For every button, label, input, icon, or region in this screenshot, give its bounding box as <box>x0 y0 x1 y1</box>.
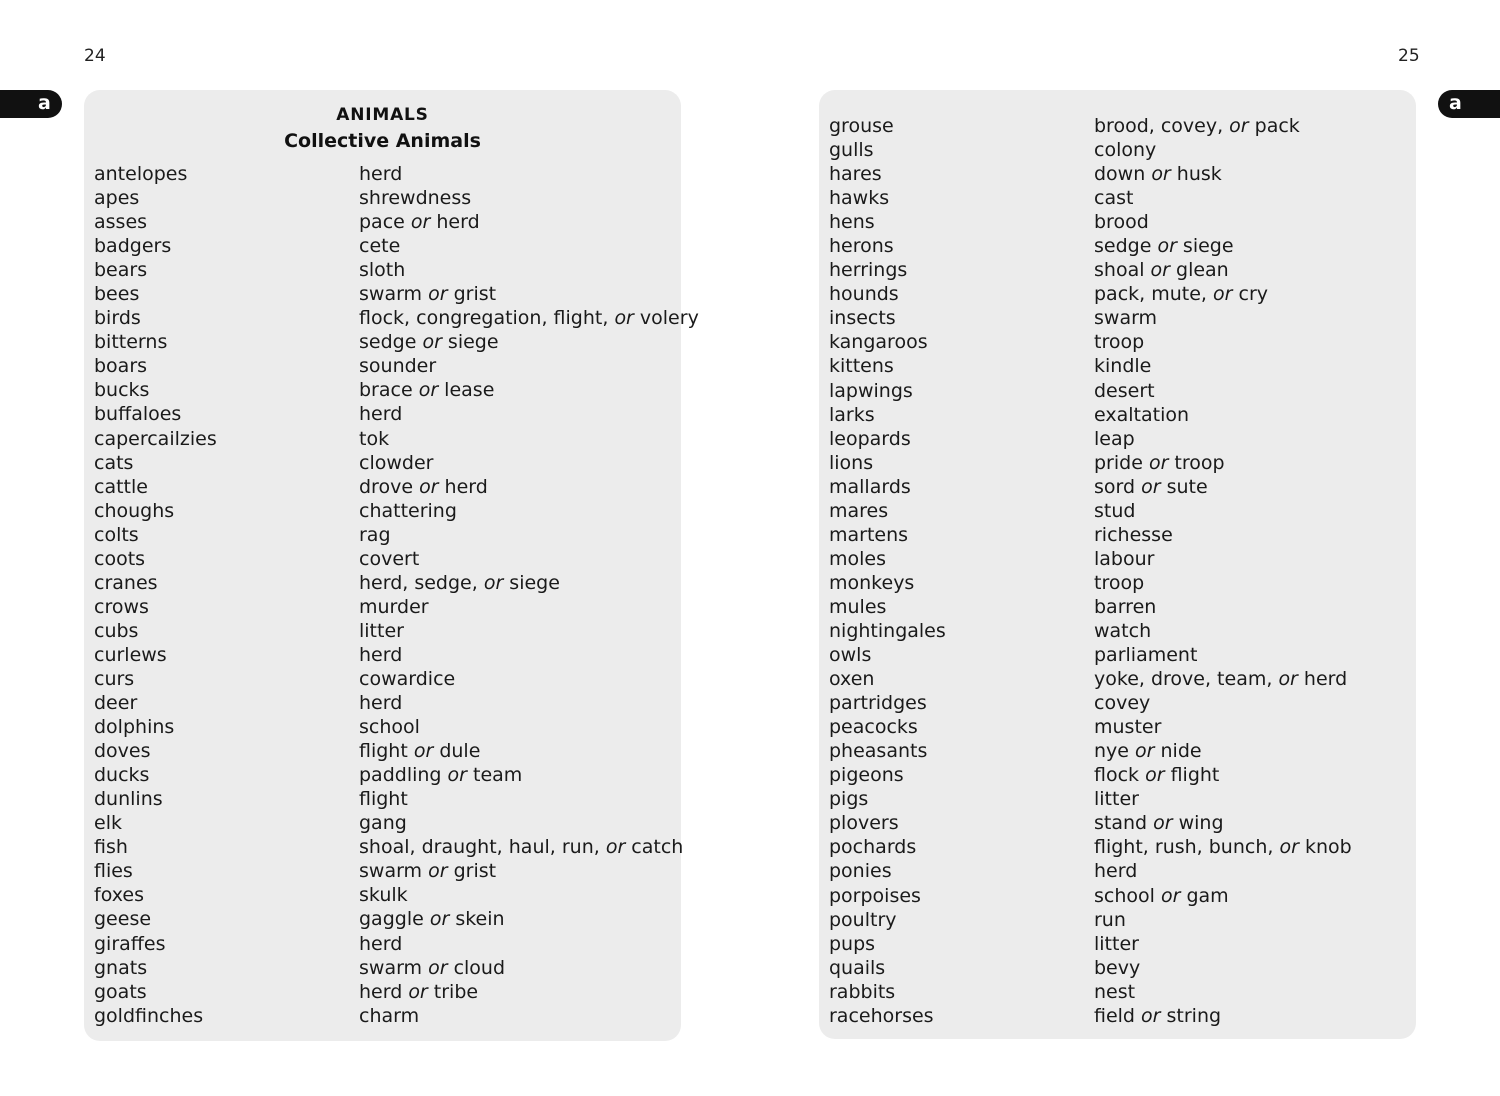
collective-term: cete <box>359 235 401 258</box>
list-item <box>829 258 1409 282</box>
list-item <box>829 811 1409 835</box>
animal-name: pups <box>829 932 876 955</box>
list-item <box>829 210 1409 234</box>
list-item <box>829 835 1409 859</box>
page-number-right: 25 <box>1398 46 1420 66</box>
collective-term: stand or wing <box>1094 812 1224 835</box>
list-item <box>94 1004 674 1028</box>
list-item <box>829 547 1409 571</box>
animal-name: lapwings <box>829 379 913 402</box>
animal-name: goldfinches <box>94 1004 204 1027</box>
animal-name: boars <box>94 355 148 378</box>
collective-term: tok <box>359 427 390 450</box>
list-item <box>94 258 674 282</box>
animal-name: capercailzies <box>94 427 217 450</box>
collective-term: brood, covey, or pack <box>1094 115 1300 137</box>
collective-term: sounder <box>359 355 437 378</box>
collective-term: brood <box>1094 211 1149 234</box>
list-item <box>94 787 674 811</box>
list-item <box>829 908 1409 932</box>
animal-name: pigs <box>829 788 869 811</box>
list-item <box>829 330 1409 354</box>
list-item <box>94 739 674 763</box>
collective-term: gang <box>359 812 407 835</box>
animal-name: curs <box>94 667 135 690</box>
animal-name: asses <box>94 211 148 234</box>
animal-name: doves <box>94 740 151 763</box>
collective-term: labour <box>1094 547 1155 570</box>
animal-name: pigeons <box>829 764 904 787</box>
list-item <box>94 907 674 931</box>
list-item <box>94 499 674 523</box>
collective-term: chattering <box>359 499 457 522</box>
list-item <box>829 980 1409 1004</box>
list-item <box>94 691 674 715</box>
list-item <box>829 763 1409 787</box>
collective-term: exaltation <box>1094 403 1190 426</box>
animal-name: deer <box>94 692 138 715</box>
animal-name: flies <box>94 860 133 883</box>
list-item <box>94 402 674 426</box>
list-item <box>829 306 1409 330</box>
list-item <box>94 523 674 547</box>
animal-name: herons <box>829 235 894 258</box>
collective-term: rag <box>359 523 391 546</box>
list-item <box>829 138 1409 162</box>
list-item <box>94 234 674 258</box>
collective-term: flight or dule <box>359 740 481 763</box>
animal-name: fish <box>94 836 128 859</box>
collective-term: flight <box>359 788 408 811</box>
list-item <box>94 378 674 402</box>
list-item <box>94 475 674 499</box>
collective-term: field or string <box>1094 1004 1222 1027</box>
animal-name: hawks <box>829 187 890 210</box>
list-item <box>829 1004 1409 1028</box>
list-item <box>94 210 674 234</box>
list-item <box>829 691 1409 715</box>
collective-term: kindle <box>1094 355 1152 378</box>
animal-name: mares <box>829 499 889 522</box>
list-item <box>829 787 1409 811</box>
thumb-index-tab-right <box>1438 90 1500 118</box>
animal-name: hounds <box>829 283 899 306</box>
animal-name: cranes <box>94 571 158 594</box>
animal-name: gulls <box>829 139 874 162</box>
animal-name: owls <box>829 644 872 667</box>
animal-name: nightingales <box>829 619 946 642</box>
collective-term: shrewdness <box>359 187 472 210</box>
animal-name: oxen <box>829 668 875 691</box>
list-item <box>829 354 1409 378</box>
section-title: ANIMALS <box>336 105 429 125</box>
list-item <box>94 715 674 739</box>
collective-term: pride or troop <box>1094 451 1225 474</box>
collective-term: sord or sute <box>1094 475 1208 498</box>
animal-name: moles <box>829 547 886 570</box>
list-item <box>829 403 1409 427</box>
collective-term: colony <box>1094 139 1157 162</box>
animal-name: colts <box>94 523 139 546</box>
collective-term: litter <box>359 619 404 642</box>
animal-name: kittens <box>829 355 894 378</box>
list-item <box>829 282 1409 306</box>
collective-term: murder <box>359 595 429 618</box>
collective-term: gaggle or skein <box>359 908 505 931</box>
collective-term: troop <box>1094 571 1145 594</box>
collective-term: nest <box>1094 980 1136 1003</box>
collective-term: run <box>1094 908 1126 931</box>
collective-term: richesse <box>1094 523 1173 546</box>
collective-term: litter <box>1094 932 1139 955</box>
list-item <box>94 956 674 980</box>
list-item <box>829 162 1409 186</box>
collective-term: sedge or siege <box>1094 235 1234 258</box>
list-item <box>94 980 674 1004</box>
list-item <box>829 595 1409 619</box>
animal-name: elk <box>94 812 122 835</box>
collective-term: stud <box>1094 499 1136 522</box>
animal-name: ponies <box>829 860 892 883</box>
collective-term: drove or herd <box>359 475 488 498</box>
collective-term: sedge or siege <box>359 331 499 354</box>
collective-term: leap <box>1094 427 1135 450</box>
collective-term: flock, congregation, flight, or volery <box>359 307 699 330</box>
collective-term: herd or tribe <box>359 980 479 1003</box>
animal-name: hares <box>829 163 882 186</box>
list-item <box>829 667 1409 691</box>
collective-term: cast <box>1094 187 1134 210</box>
collective-term: pace or herd <box>359 211 480 234</box>
tab-letter: a <box>38 92 51 114</box>
animal-name: mules <box>829 595 887 618</box>
collective-term: charm <box>359 1004 420 1027</box>
list-item <box>829 956 1409 980</box>
collective-term: muster <box>1094 716 1162 739</box>
collective-term: clowder <box>359 451 434 474</box>
collective-term: covey <box>1094 692 1151 715</box>
list-item <box>94 282 674 306</box>
animal-name: choughs <box>94 499 175 522</box>
animal-name: kangaroos <box>829 331 928 354</box>
collective-term: shoal or glean <box>1094 259 1229 282</box>
animal-name: dunlins <box>94 788 163 811</box>
animal-name: rabbits <box>829 980 896 1003</box>
collective-term: school <box>359 716 420 739</box>
animal-name: bitterns <box>94 331 168 354</box>
animal-name: buffaloes <box>94 403 182 426</box>
collective-term: flight, rush, bunch, or knob <box>1094 836 1352 859</box>
animal-name: giraffes <box>94 932 166 955</box>
list-item <box>829 523 1409 547</box>
collective-term: covert <box>359 547 420 570</box>
animal-name: larks <box>829 403 875 426</box>
collective-term: paddling or team <box>359 764 523 787</box>
collective-term: parliament <box>1094 644 1198 667</box>
animal-name: cubs <box>94 619 139 642</box>
animal-name: hens <box>829 211 875 234</box>
animal-name: pochards <box>829 836 917 859</box>
list-item <box>94 451 674 475</box>
collective-term: swarm <box>1094 307 1158 330</box>
animal-name: insects <box>829 307 896 330</box>
list-item <box>94 306 699 330</box>
collective-term: bevy <box>1094 956 1141 979</box>
list-item <box>829 475 1409 499</box>
list-item <box>94 763 674 787</box>
animal-name: goats <box>94 980 147 1003</box>
animal-name: geese <box>94 908 152 931</box>
collective-term: troop <box>1094 331 1145 354</box>
animal-name: martens <box>829 523 909 546</box>
animal-name: pheasants <box>829 740 928 763</box>
collective-nouns-list-right <box>829 114 1409 1028</box>
collective-term: shoal, draught, haul, run, or catch <box>359 836 684 859</box>
list-item <box>829 451 1409 475</box>
page-number-left: 24 <box>84 46 106 66</box>
list-item <box>94 667 674 691</box>
collective-term: herd <box>359 932 403 955</box>
collective-term: nye or nide <box>1094 740 1202 763</box>
collective-term: litter <box>1094 788 1139 811</box>
animal-name: bees <box>94 283 140 306</box>
animal-name: peacocks <box>829 716 918 739</box>
animal-name: crows <box>94 595 149 618</box>
animal-name: badgers <box>94 235 172 258</box>
list-item <box>829 114 1409 138</box>
collective-term: barren <box>1094 595 1157 618</box>
animal-name: racehorses <box>829 1004 934 1027</box>
list-item <box>829 427 1409 451</box>
animal-name: bears <box>94 259 148 282</box>
animal-name: bucks <box>94 379 150 402</box>
list-item <box>829 499 1409 523</box>
collective-term: desert <box>1094 379 1155 402</box>
thumb-index-tab-left <box>0 90 62 118</box>
collective-term: swarm or cloud <box>359 956 506 979</box>
section-subtitle: Collective Animals <box>284 130 481 152</box>
collective-term: herd <box>359 692 403 715</box>
list-item <box>94 186 674 210</box>
animal-name: antelopes <box>94 163 188 185</box>
animal-name: birds <box>94 307 141 330</box>
animal-name: monkeys <box>829 571 915 594</box>
animal-name: leopards <box>829 427 911 450</box>
animal-name: mallards <box>829 475 911 498</box>
list-item <box>94 859 674 883</box>
animal-name: quails <box>829 956 886 979</box>
tab-letter: a <box>1449 92 1462 114</box>
list-item <box>94 330 674 354</box>
animal-name: coots <box>94 547 146 570</box>
animal-name: cattle <box>94 475 148 498</box>
list-item <box>829 186 1409 210</box>
animal-name: porpoises <box>829 884 921 907</box>
list-item <box>829 234 1409 258</box>
animal-name: curlews <box>94 643 167 666</box>
animal-name: herrings <box>829 259 908 282</box>
collective-term: pack, mute, or cry <box>1094 283 1268 306</box>
list-item <box>829 619 1409 643</box>
animal-name: apes <box>94 187 140 210</box>
animal-name: dolphins <box>94 716 175 739</box>
list-item <box>94 427 674 451</box>
list-item <box>829 932 1409 956</box>
list-item <box>94 547 674 571</box>
list-item <box>94 162 674 186</box>
animal-name: gnats <box>94 956 148 979</box>
collective-term: down or husk <box>1094 163 1222 186</box>
animal-name: poultry <box>829 908 897 931</box>
collective-term: herd <box>359 163 403 185</box>
list-item <box>829 739 1409 763</box>
list-item <box>94 571 674 595</box>
left-page-panel <box>84 90 699 1041</box>
collective-term: swarm or grist <box>359 860 497 883</box>
collective-term: yoke, drove, team, or herd <box>1094 668 1348 691</box>
collective-term: herd <box>359 403 403 426</box>
list-item <box>94 932 674 956</box>
animal-name: plovers <box>829 812 899 835</box>
animal-name: ducks <box>94 764 150 787</box>
collective-term: sloth <box>359 259 406 282</box>
list-item <box>94 811 674 835</box>
list-item <box>829 859 1409 883</box>
list-item <box>94 883 674 907</box>
collective-term: skulk <box>359 884 408 907</box>
collective-term: herd <box>359 643 403 666</box>
list-item <box>829 571 1409 595</box>
list-item <box>94 835 684 859</box>
list-item <box>94 643 674 667</box>
list-item <box>94 354 674 378</box>
list-item <box>829 715 1409 739</box>
right-page-panel <box>819 90 1416 1039</box>
collective-term: watch <box>1094 619 1152 642</box>
collective-term: herd, sedge, or siege <box>359 571 560 594</box>
animal-name: grouse <box>829 115 894 137</box>
collective-term: brace or lease <box>359 379 495 402</box>
collective-term: herd <box>1094 860 1138 883</box>
list-item <box>94 595 674 619</box>
list-item <box>829 643 1409 667</box>
collective-term: cowardice <box>359 667 456 690</box>
animal-name: cats <box>94 451 134 474</box>
list-item <box>829 379 1409 403</box>
animal-name: partridges <box>829 692 927 715</box>
collective-nouns-list-left <box>94 162 699 1028</box>
animal-name: foxes <box>94 884 144 907</box>
collective-term: school or gam <box>1094 884 1229 907</box>
list-item <box>829 884 1409 908</box>
list-item <box>94 619 674 643</box>
animal-name: lions <box>829 451 874 474</box>
collective-term: swarm or grist <box>359 283 497 306</box>
collective-term: flock or flight <box>1094 764 1220 787</box>
